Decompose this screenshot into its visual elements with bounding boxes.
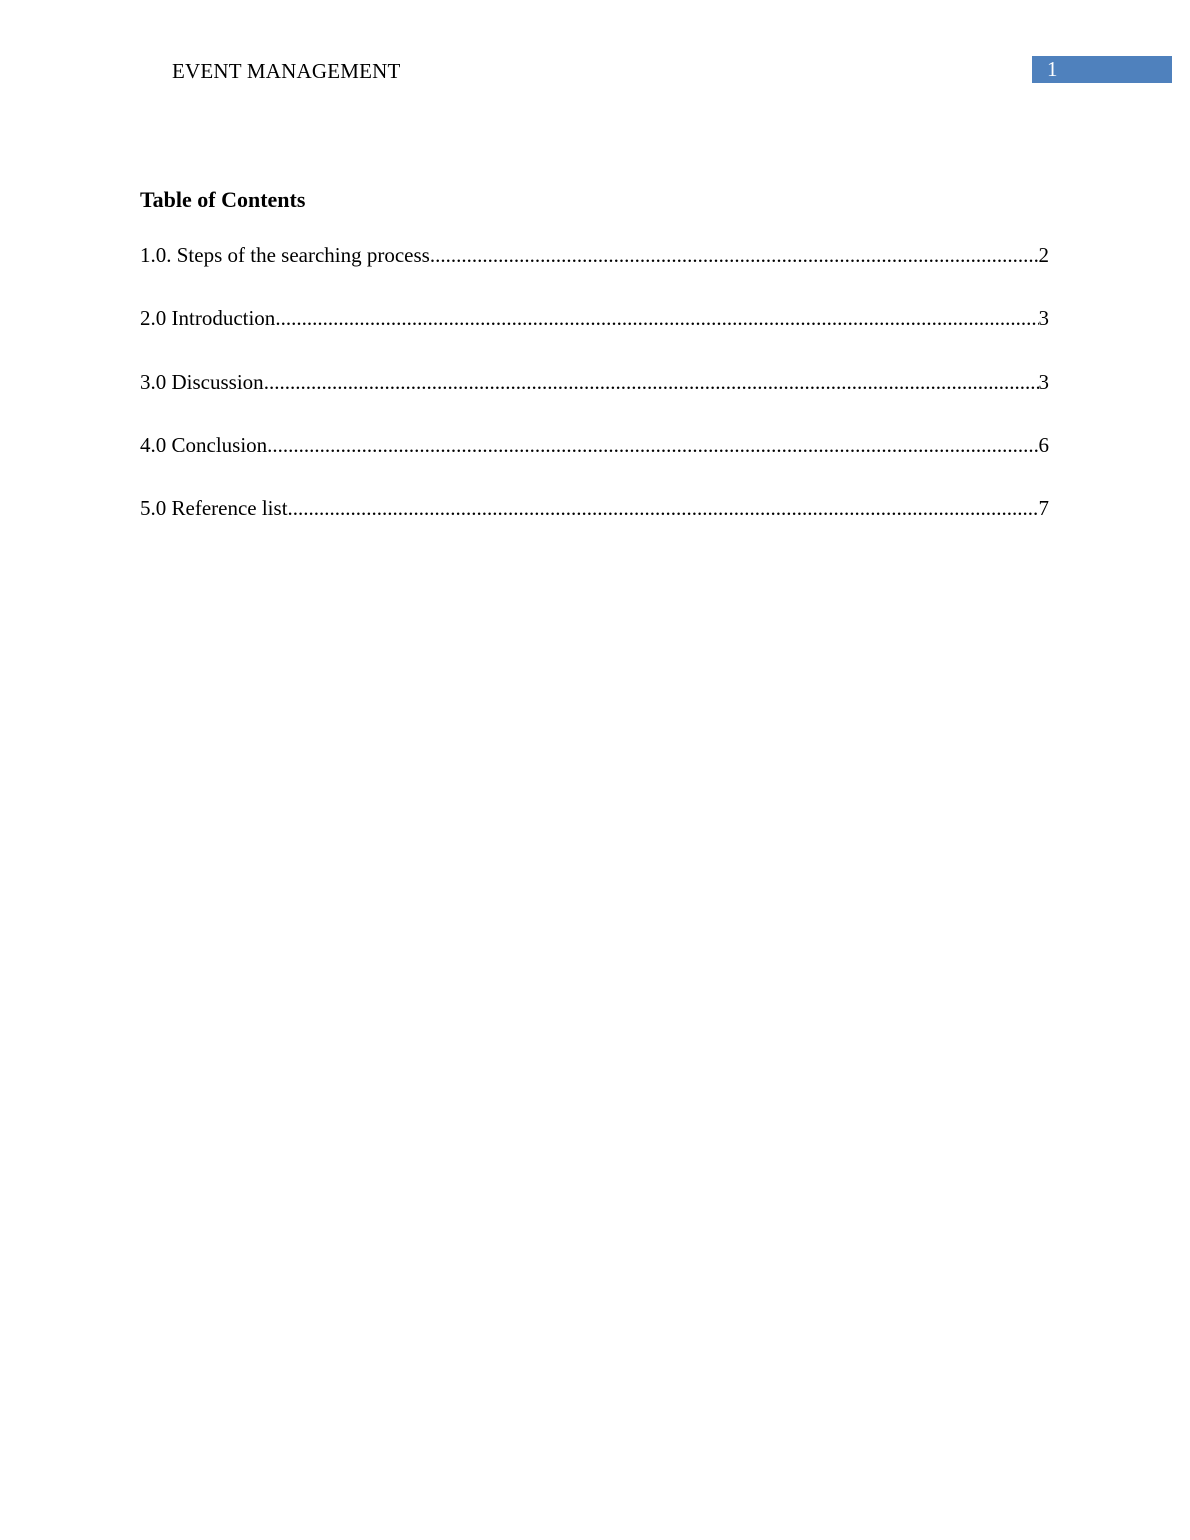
toc-entry-page: 3 [1038,369,1049,394]
toc-dot-leader [288,493,1039,523]
toc-dot-leader [264,367,1039,397]
toc-list [140,240,1049,556]
toc-entry-label: 4.0 Conclusion [140,432,268,457]
toc-entry-label: 3.0 Discussion [140,369,264,394]
toc-entry-label: 1.0. Steps of the searching process [140,243,430,267]
toc-entry-label: 5.0 Reference list [140,496,288,521]
toc-entry-discussion[interactable] [140,367,1049,430]
toc-entry-page: 3 [1038,306,1049,331]
toc-dot-leader [275,303,1038,333]
toc-entry-page: 7 [1038,496,1049,521]
toc-entry-steps-of-searching-process[interactable] [140,240,1049,303]
running-header-title: EVENT MANAGEMENT [172,59,401,83]
toc-dot-leader [430,240,1039,270]
toc-entry-page: 2 [1038,243,1049,267]
page-number-badge [1032,56,1172,83]
toc-heading: Table of Contents [140,187,306,212]
page-number: 1 [1047,57,1058,81]
toc-entry-introduction[interactable] [140,303,1049,366]
toc-entry-label: 2.0 Introduction [140,306,276,331]
toc-entry-reference-list[interactable] [140,493,1049,556]
toc-entry-page: 6 [1038,432,1049,457]
toc-dot-leader [267,430,1038,460]
toc-entry-conclusion[interactable] [140,430,1049,493]
